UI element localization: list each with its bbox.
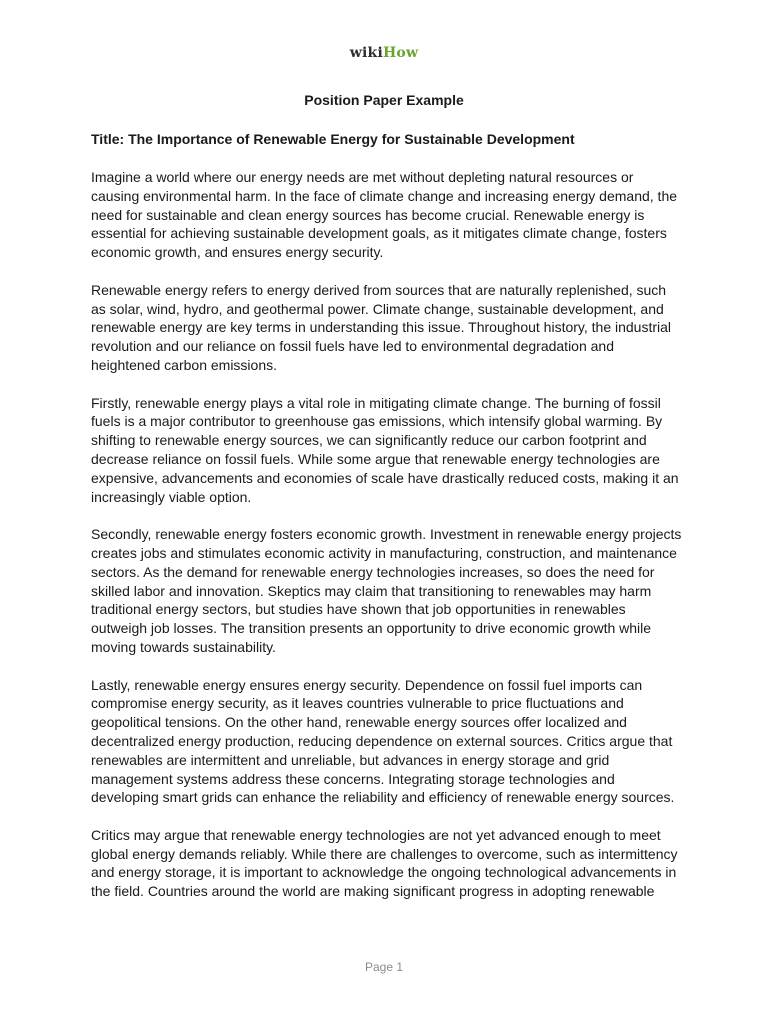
logo-how-text: How [382,45,419,61]
paragraph-energy-security: Lastly, renewable energy ensures energy security. Dependence on fossil fuel imports can compromise energy security, as it leaves countries vulnerable to price fluctuations and geopolitical tensions. On the other hand, renewable energy sources offer localized and decentralized energy production, reducing dependence on external sources. Critics argue that renewables are intermittent and unreliable, but advances in energy storage and grid management systems address these concerns. Integrating storage technologies and developing smart grids can enhance the reliability and efficiency of renewable energy sources. [91,676,675,806]
page-number: Page 1 [364,960,404,974]
paragraph-definitions: Renewable energy refers to energy derived from sources that are naturally replenished, such as solar, wind, hydro, and geothermal power. Climate change, sustainable development, and renewable energy are key terms in understanding this issue. Throughout history, the industrial revolution and our reliance on fossil fuels have led to environmental degradation and heightened carbon emissions. [91,281,672,373]
paragraph-counterargument: Critics may argue that renewable energy technologies are not yet advanced enough to meet global energy demands reliably. While there are challenges to overcome, such as intermittency and energy storage, it is important to acknowledge the ongoing technological advancements in the field. Countries around the world are making significant progress in adopting renewable [91,826,678,900]
paragraph-introduction: Imagine a world where our energy needs are met without depleting natural resources or causing environmental harm. In the face of climate change and increasing energy demand, the need for sustainable and clean energy sources has become crucial. Renewable energy is essential for achieving sustainable development goals, as it mitigates climate change, fosters economic growth, and ensures energy security. [91,169,678,261]
wikihow-logo [0,45,768,61]
logo-wiki-text: wiki [349,45,383,61]
paper-body [91,168,683,920]
paragraph-climate-change: Firstly, renewable energy plays a vital role in mitigating climate change. The burning of fossil fuels is a major contributor to greenhouse gas emissions, which intensify global warming. By shifting to renewable energy sources, we can significantly reduce our carbon footprint and decrease reliance on fossil fuels. While some argue that renewable energy technologies are expensive, advancements and economies of scale have drastically reduced costs, making it an increasingly viable option. [91,394,679,505]
paragraph-economic-growth: Secondly, renewable energy fosters economic growth. Investment in renewable energy projects creates jobs and stimulates economic activity in manufacturing, construction, and maintenance sectors. As the demand for renewable energy technologies increases, so does the need for skilled labor and innovation. Skeptics may claim that transitioning to renewables may harm traditional energy sectors, but studies have shown that job opportunities in renewables outweigh job losses. The transition presents an opportunity to drive economic growth while moving towards sustainability. [91,526,682,655]
paper-title: Title: The Importance of Renewable Energy for Sustainable Development [91,131,575,147]
document-heading: Position Paper Example [304,92,464,108]
